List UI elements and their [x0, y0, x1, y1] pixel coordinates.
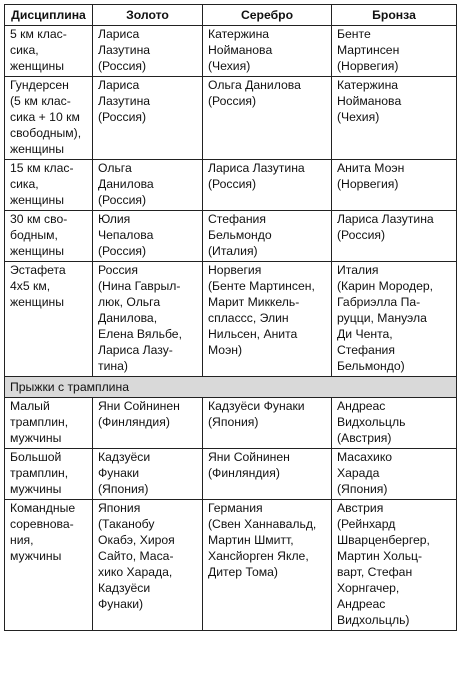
cell-line: мужчины: [10, 431, 62, 445]
cell-line: Кадзуёси Фунаки: [208, 399, 305, 413]
cell-line: ния,: [10, 533, 34, 547]
cell-line: Бельмондо: [208, 228, 272, 242]
section-ski-body: [5, 26, 457, 377]
cell-gold: [93, 211, 203, 262]
cell-discipline: [5, 449, 93, 500]
cell-bronze: [332, 500, 457, 631]
cell-line: мужчины: [10, 482, 62, 496]
cell-line: бодным,: [10, 228, 58, 242]
header-bronze: Бронза: [332, 5, 457, 26]
cell-line: трамплин,: [10, 415, 69, 429]
cell-line: (Финляндия): [98, 415, 170, 429]
cell-line: Елена Вяльбе,: [98, 327, 182, 341]
cell-line: Ольга: [98, 161, 132, 175]
cell-line: Харада: [337, 466, 380, 480]
cell-line: Кадзуёси: [98, 450, 151, 464]
cell-line: Италия: [337, 263, 379, 277]
cell-line: (Чехия): [337, 110, 380, 124]
cell-line: (Россия): [337, 228, 386, 242]
cell-line: Ольга Данилова: [208, 78, 301, 92]
header-silver: Серебро: [203, 5, 332, 26]
cell-line: женщины: [10, 59, 64, 73]
cell-line: Катержина: [208, 27, 270, 41]
cell-line: Лазутина: [98, 43, 151, 57]
cell-line: Хансйорген Якле,: [208, 549, 309, 563]
cell-line: Малый: [10, 399, 50, 413]
cell-line: Марит Миккель-: [208, 295, 300, 309]
cell-discipline: [5, 211, 93, 262]
cell-bronze: [332, 77, 457, 160]
table-row: [5, 449, 457, 500]
header-row: [5, 5, 457, 26]
cell-line: (Австрия): [337, 431, 392, 445]
cell-line: Яни Сойнинен: [98, 399, 180, 413]
cell-line: (Таканобу: [98, 517, 155, 531]
cell-line: 15 км клас-: [10, 161, 74, 175]
cell-line: Видхольцль: [337, 415, 406, 429]
cell-line: Командные: [10, 501, 76, 515]
table-row: [5, 26, 457, 77]
cell-discipline: [5, 398, 93, 449]
medals-table: [4, 4, 457, 631]
cell-line: (Рейнхард: [337, 517, 396, 531]
cell-gold: [93, 262, 203, 377]
cell-line: Данилова,: [98, 311, 158, 325]
cell-line: женщины: [10, 142, 64, 156]
cell-silver: [203, 398, 332, 449]
cell-bronze: [332, 398, 457, 449]
cell-line: Данилова: [98, 177, 154, 191]
cell-gold: [93, 77, 203, 160]
cell-line: Сайто, Маса-: [98, 549, 174, 563]
cell-gold: [93, 500, 203, 631]
cell-line: Стефания: [208, 212, 266, 226]
cell-silver: [203, 77, 332, 160]
cell-line: Мартин Шмитт,: [208, 533, 294, 547]
header-discipline: Дисциплина: [5, 5, 93, 26]
cell-discipline: [5, 262, 93, 377]
cell-gold: [93, 26, 203, 77]
cell-line: (Норвегия): [337, 59, 399, 73]
cell-line: варт, Стефан: [337, 565, 413, 579]
cell-line: Лариса Лазутина: [208, 161, 305, 175]
cell-line: (Россия): [98, 110, 147, 124]
cell-bronze: [332, 160, 457, 211]
table-row: [5, 211, 457, 262]
cell-silver: [203, 211, 332, 262]
cell-line: женщины: [10, 193, 64, 207]
cell-line: Мартин Хольц-: [337, 549, 423, 563]
cell-line: Моэн): [208, 343, 243, 357]
cell-line: Видхольцль): [337, 613, 410, 627]
cell-line: Россия: [98, 263, 138, 277]
cell-line: сика,: [10, 177, 39, 191]
section-jumping-body: [5, 398, 457, 631]
cell-line: Окабэ, Хироя: [98, 533, 175, 547]
cell-line: Андреас: [337, 597, 386, 611]
cell-line: женщины: [10, 244, 64, 258]
cell-line: свободным),: [10, 126, 82, 140]
cell-line: Лариса: [98, 78, 140, 92]
cell-line: Ноймановa: [208, 43, 273, 57]
cell-line: (Норвегия): [337, 177, 399, 191]
cell-line: Яни Сойнинен: [208, 450, 290, 464]
cell-line: (Россия): [208, 177, 257, 191]
cell-line: (Россия): [98, 59, 147, 73]
cell-line: Стефания: [337, 343, 395, 357]
cell-line: (Нина Гаврыл-: [98, 279, 181, 293]
cell-line: хико Харада,: [98, 565, 173, 579]
cell-line: Юлия: [98, 212, 131, 226]
cell-line: Ноймановa: [337, 94, 402, 108]
cell-line: (Япония): [208, 415, 259, 429]
cell-bronze: [332, 262, 457, 377]
cell-line: Нильсен, Анита: [208, 327, 298, 341]
cell-line: (Россия): [98, 244, 147, 258]
cell-line: сплассс, Элин: [208, 311, 289, 325]
cell-line: Масахико: [337, 450, 393, 464]
cell-line: Австрия: [337, 501, 384, 515]
cell-line: Лариса Лазу-: [98, 343, 173, 357]
cell-line: Германия: [208, 501, 263, 515]
cell-silver: [203, 262, 332, 377]
cell-line: Япония: [98, 501, 141, 515]
cell-discipline: [5, 160, 93, 211]
cell-discipline: [5, 26, 93, 77]
table-row: [5, 160, 457, 211]
cell-line: Кадзуёси: [98, 581, 151, 595]
cell-line: люк, Ольга: [98, 295, 161, 309]
cell-bronze: [332, 26, 457, 77]
cell-line: 4х5 км,: [10, 279, 51, 293]
cell-line: Анита Моэн: [337, 161, 405, 175]
cell-bronze: [332, 211, 457, 262]
cell-line: Хорнгачер,: [337, 581, 400, 595]
cell-line: (Италия): [208, 244, 258, 258]
cell-line: Лариса: [98, 27, 140, 41]
cell-line: трамплин,: [10, 466, 69, 480]
cell-line: Гундерсен: [10, 78, 69, 92]
section-row-ski-jumping: [5, 377, 457, 398]
cell-line: (5 км клас-: [10, 94, 71, 108]
cell-line: (Финляндия): [208, 466, 280, 480]
cell-line: (Россия): [208, 94, 257, 108]
cell-line: сика,: [10, 43, 39, 57]
cell-line: сика + 10 км: [10, 110, 80, 124]
cell-line: Чепалова: [98, 228, 154, 242]
document-page: [4, 4, 457, 631]
cell-silver: [203, 500, 332, 631]
cell-line: (Бенте Мартинсен,: [208, 279, 315, 293]
cell-line: Большой: [10, 450, 62, 464]
cell-line: мужчины: [10, 549, 62, 563]
cell-line: Шварценбергер,: [337, 533, 430, 547]
table-row: [5, 77, 457, 160]
cell-line: Бенте: [337, 27, 371, 41]
cell-silver: [203, 449, 332, 500]
cell-line: Катержина: [337, 78, 399, 92]
cell-gold: [93, 398, 203, 449]
cell-line: Ди Чента,: [337, 327, 393, 341]
cell-silver: [203, 160, 332, 211]
cell-line: (Россия): [98, 193, 147, 207]
cell-line: (Япония): [98, 482, 149, 496]
cell-line: Фунаки): [98, 597, 144, 611]
cell-line: (Япония): [337, 482, 388, 496]
cell-gold: [93, 449, 203, 500]
cell-line: (Чехия): [208, 59, 251, 73]
section-title: Прыжки с трамплина: [5, 377, 457, 398]
cell-line: женщины: [10, 295, 64, 309]
cell-discipline: [5, 77, 93, 160]
table-row: [5, 398, 457, 449]
cell-line: Эстафета: [10, 263, 66, 277]
cell-line: Габриэлла Па-: [337, 295, 421, 309]
cell-line: Фунаки: [98, 466, 140, 480]
cell-gold: [93, 160, 203, 211]
cell-line: руцци, Мануэла: [337, 311, 427, 325]
cell-line: соревнова-: [10, 517, 74, 531]
cell-silver: [203, 26, 332, 77]
cell-line: Лазутина: [98, 94, 151, 108]
cell-bronze: [332, 449, 457, 500]
cell-discipline: [5, 500, 93, 631]
cell-line: тина): [98, 359, 128, 373]
table-row: [5, 500, 457, 631]
cell-line: Лариса Лазутина: [337, 212, 434, 226]
cell-line: (Свен Ханнавальд,: [208, 517, 317, 531]
cell-line: Бельмондо): [337, 359, 405, 373]
cell-line: Норвегия: [208, 263, 262, 277]
cell-line: Дитер Тома): [208, 565, 278, 579]
header-gold: Золото: [93, 5, 203, 26]
cell-line: 5 км клас-: [10, 27, 67, 41]
table-row: [5, 262, 457, 377]
cell-line: Мартинсен: [337, 43, 400, 57]
cell-line: 30 км сво-: [10, 212, 68, 226]
cell-line: Андреас: [337, 399, 386, 413]
cell-line: (Карин Мородер,: [337, 279, 434, 293]
